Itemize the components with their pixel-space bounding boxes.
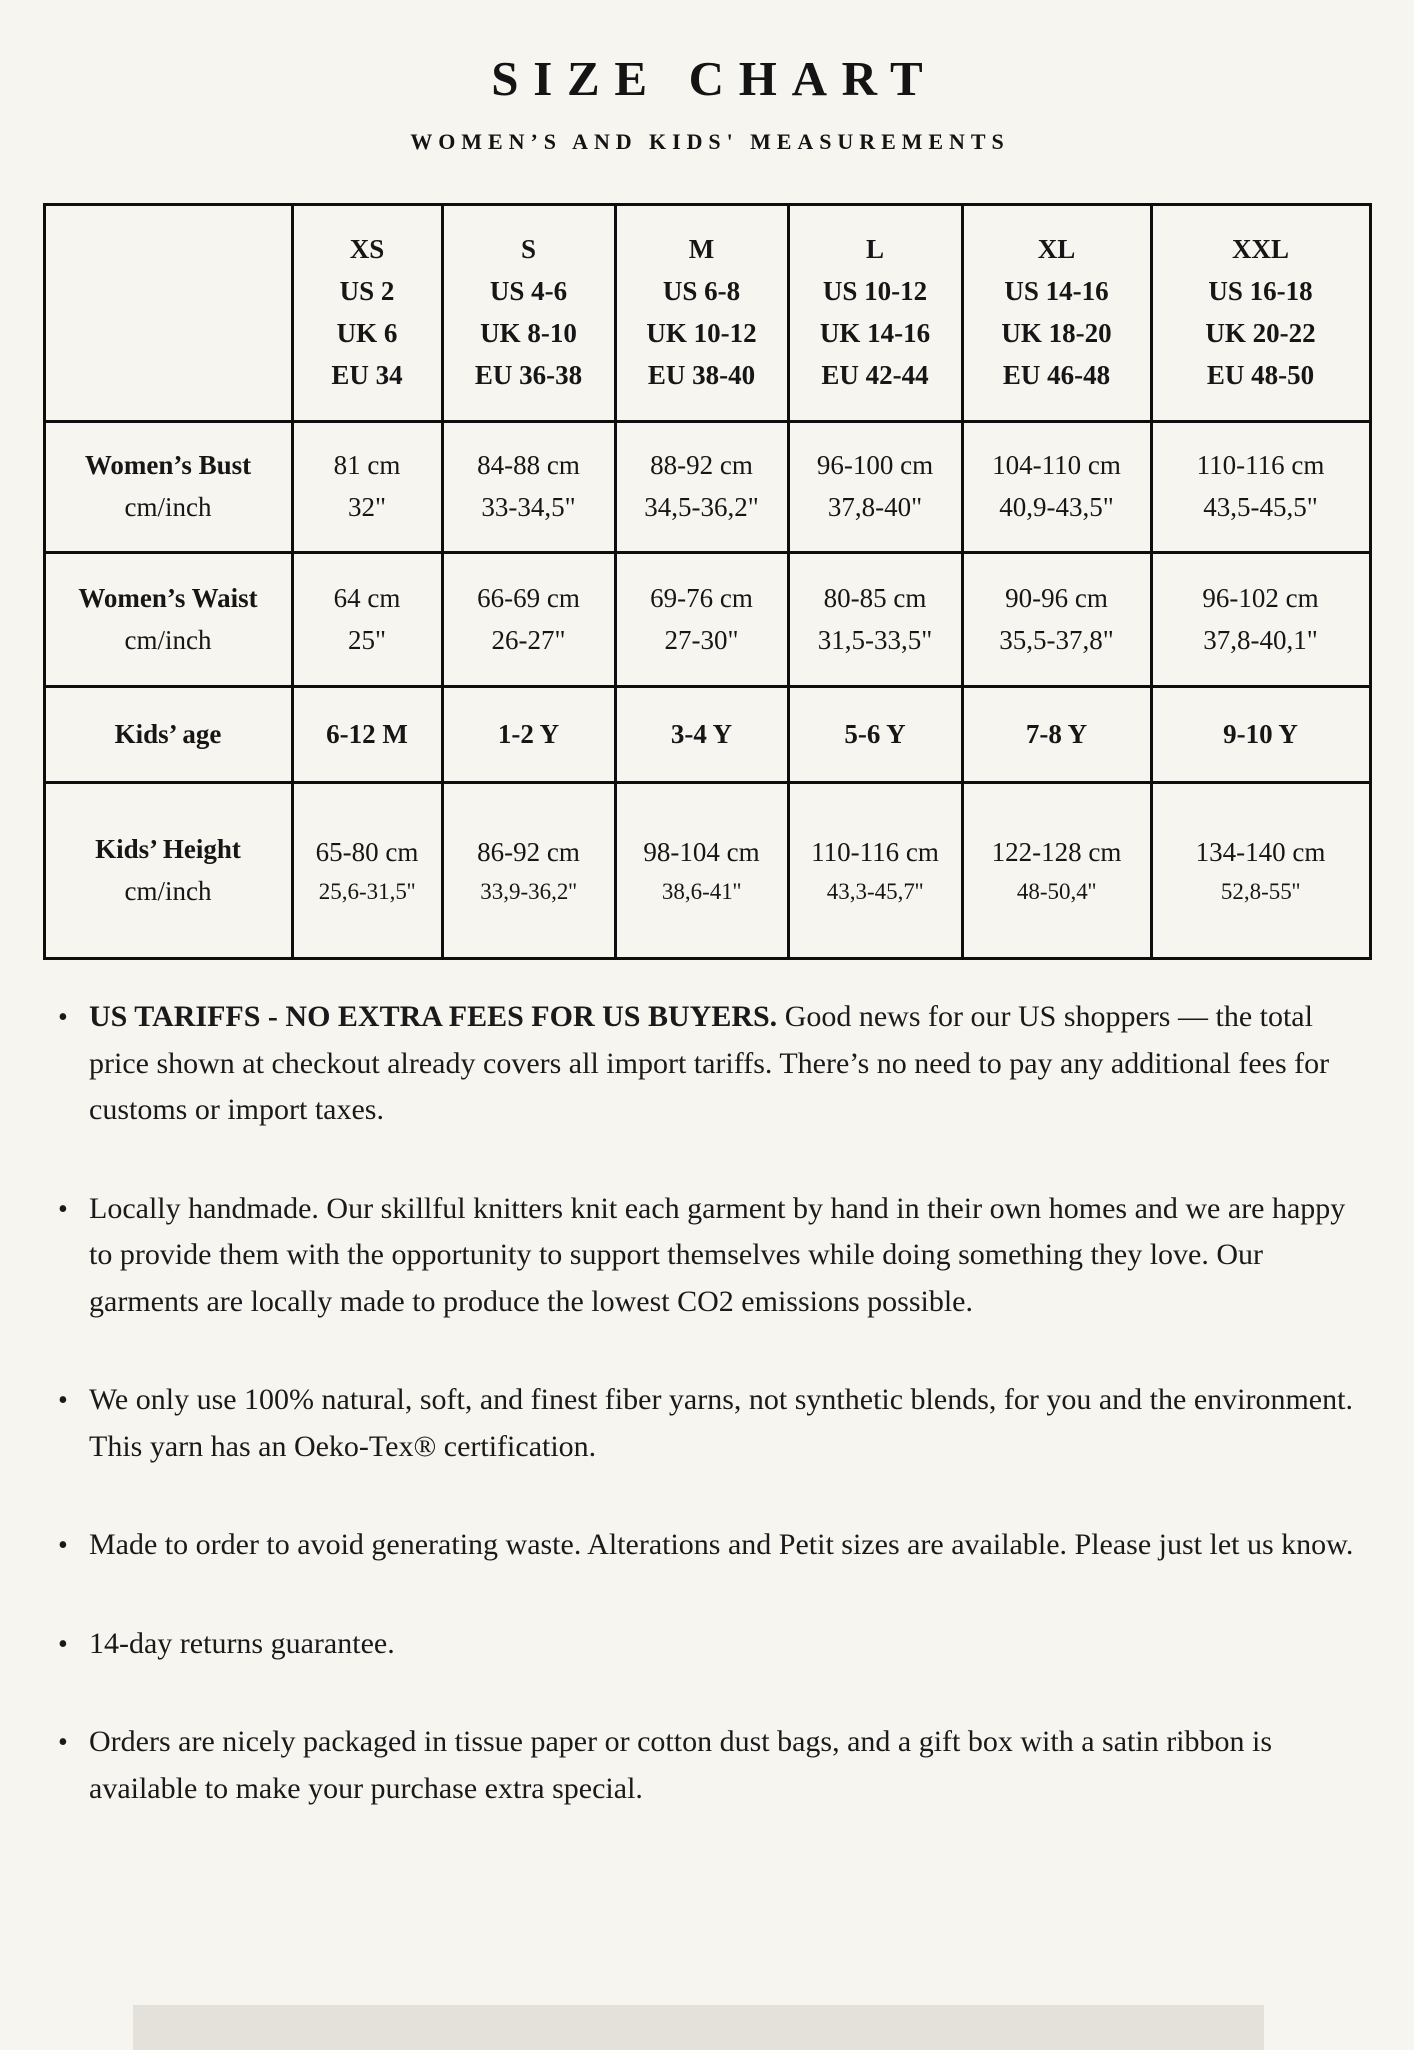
size-label: XL [1037, 234, 1076, 265]
row-unit-label: cm/inch [124, 624, 212, 655]
cell-age-value: 9-10 Y [1223, 718, 1298, 749]
bullet-dot-icon: • [58, 1727, 68, 1758]
table-cell [615, 553, 788, 687]
cell-inch-value: 25" [347, 624, 387, 655]
column-header-xxl [1151, 205, 1370, 422]
table-header-row [44, 205, 1370, 422]
cell-cm-value: 110-116 cm [1196, 450, 1325, 481]
bullet-item-natural-yarns [56, 1377, 1356, 1470]
table-cell [615, 783, 788, 959]
uk-size: UK 18-20 [1001, 318, 1112, 348]
row-label-text: Kids’ Height [95, 833, 241, 864]
table-cell [962, 783, 1151, 959]
eu-size: EU 34 [331, 359, 403, 390]
cell-cm-value: 110-116 cm [811, 836, 939, 867]
page-title: SIZE CHART [491, 51, 938, 106]
bullet-dot-icon: • [58, 1385, 68, 1416]
cell-inch-value: 43,5-45,5" [1203, 492, 1318, 522]
uk-size: UK 6 [336, 318, 398, 348]
cell-cm-value: 69-76 cm [650, 582, 753, 613]
cell-age-value: 6-12 M [326, 718, 408, 749]
us-size: US 4-6 [489, 276, 568, 307]
table-cell [1151, 422, 1370, 553]
us-size: US 6-8 [662, 276, 741, 307]
bullet-body-text: Orders are nicely packaged in tissue paper or cotton dust bags, and a gift box with a satin ribbon is available to make your purchase extra special. [89, 1725, 1273, 1805]
cell-inch-value: 33,9-36,2'' [480, 878, 577, 904]
table-cell [292, 783, 442, 959]
table-row-womens-waist [44, 553, 1370, 687]
bullet-body-text: Locally handmade. Our skillful knitters knit each garment by hand in their own homes and we are happy to provide them with the opportunity to support themselves while doing something they love. Our garments are locally made to produce the lowest CO2 emissions possible. [89, 1191, 1346, 1318]
column-header-s [442, 205, 615, 422]
cell-age-value: 7-8 Y [1025, 718, 1088, 749]
row-label-text: Kids’ age [114, 718, 222, 749]
row-label-text: Women’s Bust [84, 450, 252, 481]
table-row-womens-bust [44, 422, 1370, 553]
eu-size: EU 36-38 [474, 359, 583, 390]
bullet-body-text: 14-day returns guarantee. [89, 1626, 395, 1660]
cell-age-value: 3-4 Y [670, 718, 733, 749]
cell-inch-value: 25,6-31,5'' [318, 878, 416, 904]
table-cell [1151, 687, 1370, 783]
row-label-kids-age [44, 687, 292, 783]
bullet-body-text: We only use 100% natural, soft, and finest fiber yarns, not synthetic blends, for you and the environment. This yarn has an Oeko-Tex® certification. [89, 1383, 1353, 1463]
bullet-item-us-tariffs [56, 994, 1356, 1134]
size-label: S [520, 234, 537, 265]
cell-cm-value: 96-102 cm [1202, 582, 1319, 613]
table-cell [442, 553, 615, 687]
page-subtitle: WOMEN’S AND KIDS' MEASUREMENTS [410, 129, 1010, 154]
size-chart-table [43, 203, 1372, 960]
cell-cm-value: 98-104 cm [643, 836, 760, 867]
column-header-l [788, 205, 962, 422]
table-corner-cell [44, 205, 292, 422]
us-size: US 16-18 [1208, 276, 1313, 307]
column-header-xl [962, 205, 1151, 422]
table-cell [1151, 553, 1370, 687]
cell-cm-value: 84-88 cm [477, 450, 580, 481]
us-size: US 14-16 [1004, 276, 1109, 307]
row-label-text: Women’s Waist [78, 582, 258, 613]
us-size: US 2 [339, 276, 395, 307]
cell-cm-value: 134-140 cm [1195, 836, 1326, 867]
bullet-dot-icon: • [58, 1002, 68, 1033]
eu-size: EU 48-50 [1206, 359, 1315, 390]
table-cell [788, 783, 962, 959]
cell-inch-value: 33-34,5" [481, 492, 576, 522]
table-cell [788, 422, 962, 553]
size-label: XXL [1231, 234, 1289, 265]
cell-inch-value: 34,5-36,2" [644, 492, 759, 522]
bullet-item-locally-handmade [56, 1186, 1356, 1326]
table-cell [962, 553, 1151, 687]
column-header-m [615, 205, 788, 422]
cell-inch-value: 52,8-55'' [1220, 878, 1301, 904]
table-row-kids-age [44, 687, 1370, 783]
table-cell [442, 422, 615, 553]
bullet-dot-icon: • [58, 1628, 68, 1660]
cell-inch-value: 38,6-41'' [661, 878, 742, 904]
bullet-dot-icon: • [58, 1193, 68, 1225]
bottom-band [133, 2005, 1264, 2050]
table-cell [962, 422, 1151, 553]
row-unit-label: cm/inch [124, 875, 212, 906]
cell-inch-value: 40,9-43,5" [999, 492, 1114, 522]
uk-size: UK 10-12 [646, 318, 757, 348]
size-label: M [688, 234, 715, 265]
size-label: XS [349, 234, 385, 265]
size-label: L [865, 234, 884, 265]
bullet-item-returns-guarantee [56, 1621, 1356, 1668]
table-cell [615, 687, 788, 783]
cell-cm-value: 104-110 cm [992, 450, 1121, 481]
uk-size: UK 14-16 [819, 318, 931, 348]
cell-inch-value: 26-27" [491, 624, 566, 655]
row-label-womens-bust [44, 422, 292, 553]
table-cell [292, 422, 442, 553]
bullet-item-made-to-order [56, 1522, 1356, 1569]
bullet-body-text: Good news for our US shoppers — the total price shown at checkout already covers all import tariffs. There’s no need to pay any additional fees for customs or import taxes. [89, 1000, 1330, 1126]
table-cell [442, 783, 615, 959]
table-cell [788, 687, 962, 783]
us-size: US 10-12 [822, 276, 928, 307]
column-header-xs [292, 205, 442, 422]
cell-inch-value: 43,3-45,7'' [826, 878, 924, 904]
info-bullet-list [56, 994, 1356, 1812]
eu-size: EU 38-40 [647, 359, 756, 390]
cell-age-value: 5-6 Y [844, 718, 906, 749]
uk-size: UK 8-10 [480, 318, 577, 348]
cell-cm-value: 86-92 cm [477, 836, 580, 867]
cell-inch-value: 48-50,4'' [1016, 878, 1097, 904]
table-cell [962, 687, 1151, 783]
table-cell [615, 422, 788, 553]
table-cell [442, 687, 615, 783]
table-cell [292, 687, 442, 783]
table-cell [1151, 783, 1370, 959]
cell-inch-value: 27-30" [664, 624, 739, 655]
bullet-lead-text: US TARIFFS - NO EXTRA FEES FOR US BUYERS. [89, 1000, 778, 1033]
bullet-body-text: Made to order to avoid generating waste. Alterations and Petit sizes are available. Please just let us know. [89, 1528, 1354, 1561]
row-label-kids-height [44, 783, 292, 959]
cell-cm-value: 65-80 cm [315, 836, 419, 867]
cell-cm-value: 96-100 cm [816, 450, 934, 481]
table-cell [788, 553, 962, 687]
table-row-kids-height [44, 783, 1370, 959]
cell-cm-value: 64 cm [333, 582, 401, 613]
bullet-item-packaging [56, 1719, 1356, 1812]
size-chart-page [0, 50, 1414, 1812]
cell-cm-value: 122-128 cm [991, 836, 1122, 867]
cell-cm-value: 81 cm [333, 450, 401, 481]
cell-inch-value: 37,8-40,1" [1203, 624, 1318, 655]
eu-size: EU 42-44 [821, 359, 929, 390]
bullet-dot-icon: • [58, 1530, 68, 1561]
cell-cm-value: 66-69 cm [477, 582, 580, 613]
cell-inch-value: 37,8-40" [827, 492, 923, 522]
cell-cm-value: 90-96 cm [1005, 582, 1108, 613]
cell-cm-value: 80-85 cm [823, 582, 927, 613]
eu-size: EU 46-48 [1002, 359, 1111, 390]
cell-inch-value: 35,5-37,8" [999, 624, 1114, 655]
cell-cm-value: 88-92 cm [650, 450, 753, 481]
uk-size: UK 20-22 [1205, 318, 1316, 348]
table-cell [292, 553, 442, 687]
row-label-womens-waist [44, 553, 292, 687]
row-unit-label: cm/inch [124, 492, 212, 522]
cell-inch-value: 31,5-33,5" [817, 624, 933, 655]
cell-inch-value: 32" [347, 492, 387, 522]
cell-age-value: 1-2 Y [497, 718, 560, 749]
